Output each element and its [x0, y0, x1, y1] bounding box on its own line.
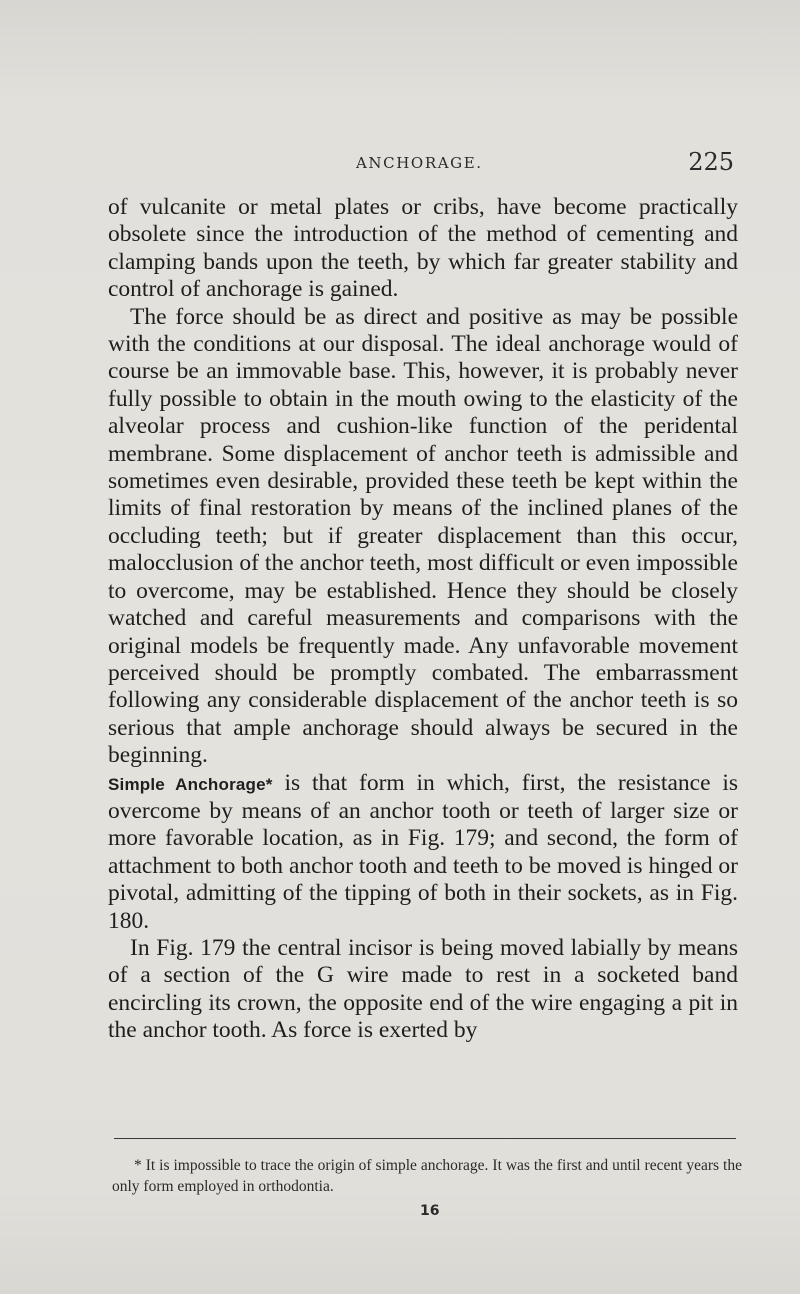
page-number: 225 [688, 148, 734, 176]
paragraph-1: of vulcanite or metal plates or cribs, have become practically obsolete since the introduction of the method of cementing and clamping bands upon the teeth, by which far greater stability and control of anchorage is gained. [108, 194, 738, 303]
signature-mark: 16 [420, 1203, 440, 1219]
paragraph-3-text: is that form in which, first, the resistance is overcome by means of an anchor tooth or teeth of larger size or more favorable location, as in Fig. 179; and second, the form of attachment to both anchor tooth and teeth to be moved is hinged or pivotal, admitting of the tipping of both in their sockets, as in Fig. 180. [108, 769, 738, 934]
page-header [108, 148, 736, 180]
paragraph-4: In Fig. 179 the central incisor is being moved labially by means of a section of the G wire made to rest in a socketed band encircling its crown, the opposite end of the wire engaging a pit in the anchor tooth. As force is exerted by [108, 934, 738, 1044]
body-text [108, 194, 738, 1045]
running-head: ANCHORAGE. [356, 154, 483, 172]
paragraph-3 [108, 770, 738, 935]
paragraph-2: The force should be as direct and positive as may be possible with the conditions at our disposal. The ideal anchorage would of course be an immovable base. This, however, it is probably never fully possible to obtain in the mouth owing to the elasticity of the alveolar process and cushion-like function of the peridental membrane. Some displacement of anchor teeth is admissible and sometimes even desirable, provided these teeth be kept within the limits of final restoration by means of the inclined planes of the occluding teeth; but if greater displacement than this occur, malocclusion of the anchor teeth, most difficult or even impossible to overcome, may be established. Hence they should be closely watched and careful measurements and comparisons with the original models be frequently made. Any unfavorable movement perceived should be promptly combated. The embarrassment following any considerable displacement of the anchor teeth is so serious that ample anchorage should always be secured in the beginning. [108, 303, 738, 769]
side-heading: Simple Anchorage* [108, 774, 273, 794]
footnote-rule [114, 1138, 736, 1139]
footnote-text: * It is impossible to trace the origin of simple anchorage. It was the first and until recent years the only form employed in orthodontia. [112, 1157, 742, 1195]
footnote [112, 1155, 742, 1197]
